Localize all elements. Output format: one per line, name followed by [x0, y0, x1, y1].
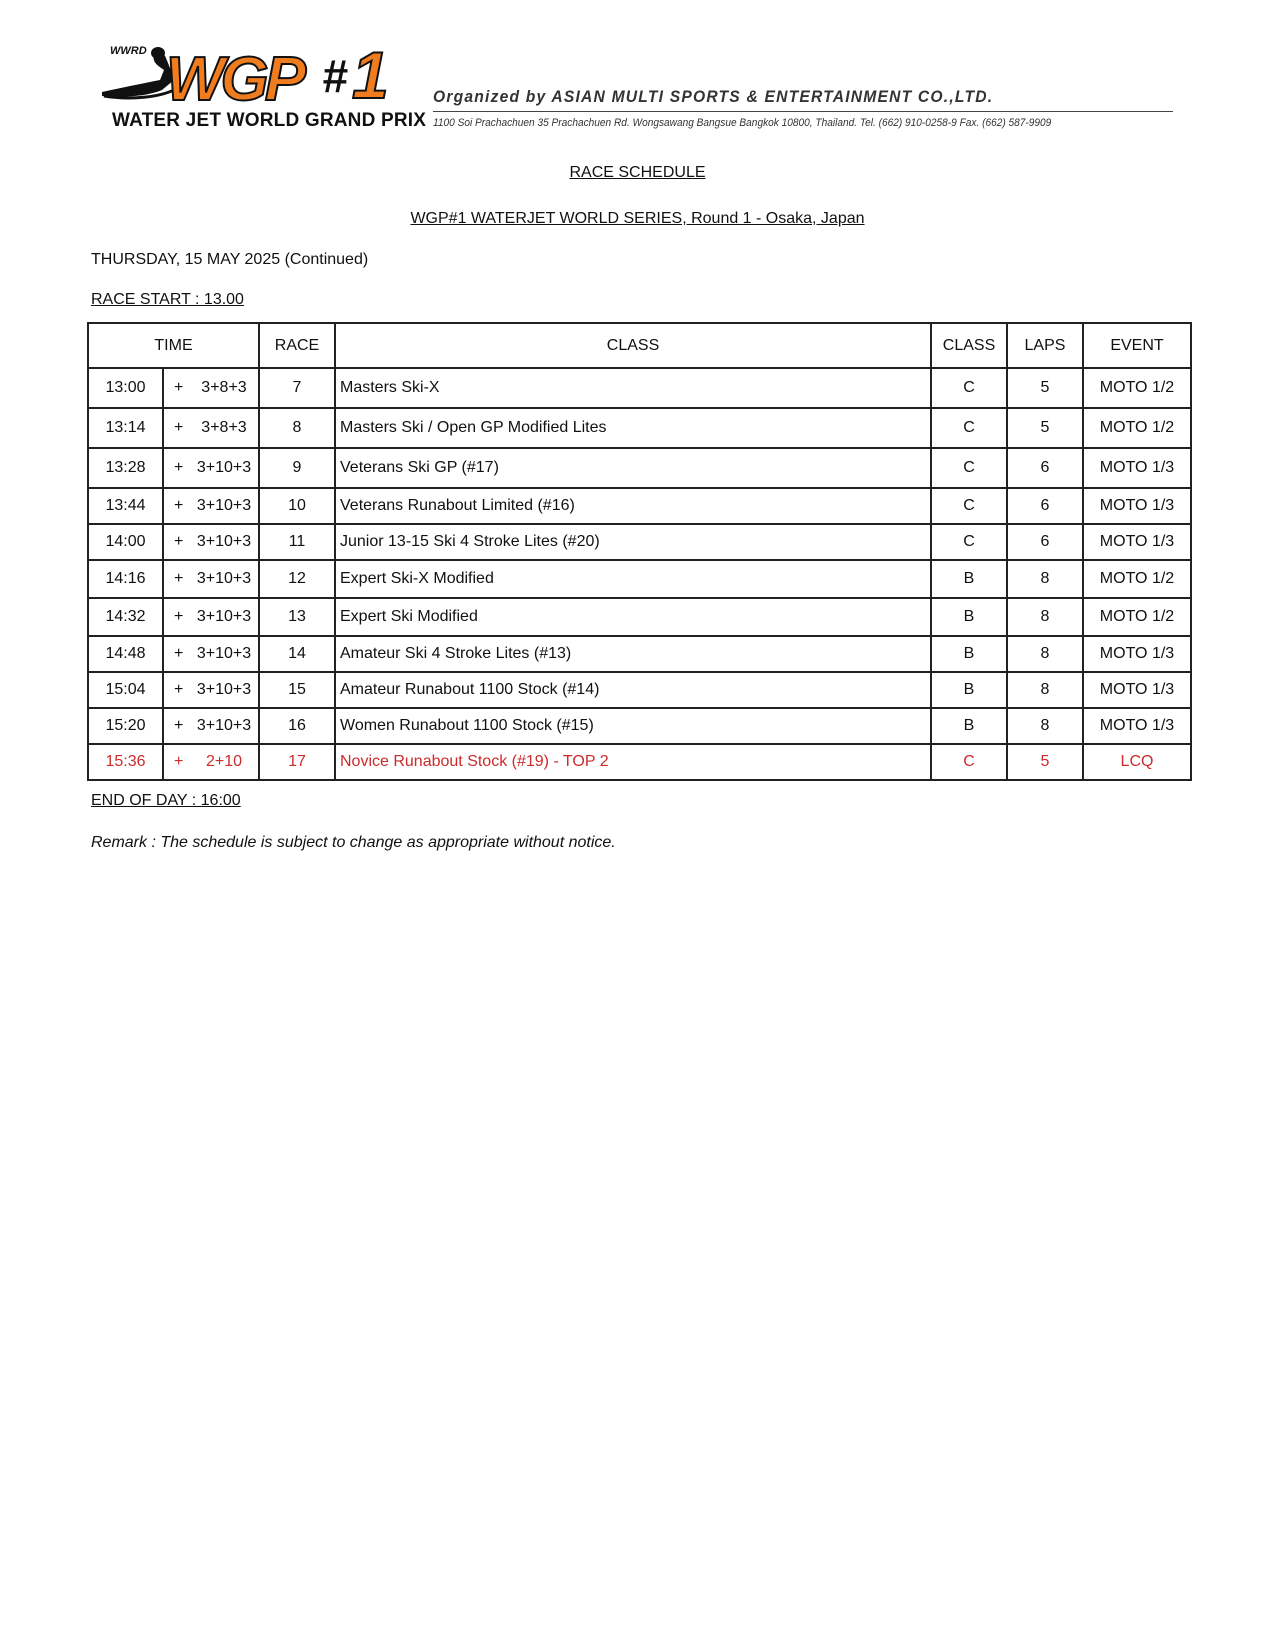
duration-value: 3+10+3	[196, 570, 252, 587]
plus-sign: +	[174, 497, 184, 514]
cell-race: 15	[259, 672, 335, 708]
cell-event: MOTO 1/3	[1083, 708, 1191, 744]
cell-time: 13:14	[88, 408, 163, 448]
cell-class-code: B	[931, 598, 1007, 636]
cell-duration	[163, 448, 259, 488]
cell-race: 14	[259, 636, 335, 672]
table-row	[88, 636, 1191, 672]
table-row	[88, 672, 1191, 708]
cell-class-code: B	[931, 672, 1007, 708]
duration-value: 3+10+3	[196, 681, 252, 698]
plus-sign: +	[174, 717, 184, 734]
organizer-block	[433, 87, 1173, 129]
document-header	[100, 40, 1180, 140]
table-row	[88, 524, 1191, 560]
duration-value: 3+8+3	[201, 419, 247, 436]
plus-sign: +	[174, 379, 184, 396]
cell-time: 14:48	[88, 636, 163, 672]
cell-laps: 6	[1007, 488, 1083, 524]
document-title-wrap	[0, 164, 1275, 182]
cell-class-code: C	[931, 368, 1007, 408]
cell-duration	[163, 744, 259, 780]
cell-duration	[163, 598, 259, 636]
cell-event: MOTO 1/2	[1083, 368, 1191, 408]
cell-race: 9	[259, 448, 335, 488]
cell-duration	[163, 560, 259, 598]
cell-race: 17	[259, 744, 335, 780]
plus-sign: +	[174, 419, 184, 436]
wgp-logo	[100, 40, 427, 132]
logo-small-text: WWRD	[110, 45, 147, 57]
cell-race: 13	[259, 598, 335, 636]
header-time: TIME	[88, 323, 259, 368]
cell-laps: 6	[1007, 448, 1083, 488]
cell-time: 13:44	[88, 488, 163, 524]
cell-laps: 8	[1007, 598, 1083, 636]
cell-duration	[163, 708, 259, 744]
document-title: RACE SCHEDULE	[569, 164, 706, 181]
cell-race: 11	[259, 524, 335, 560]
plus-sign: +	[174, 570, 184, 587]
plus-sign: +	[174, 608, 184, 625]
cell-class-code: C	[931, 488, 1007, 524]
cell-duration	[163, 368, 259, 408]
organizer-name: Organized by ASIAN MULTI SPORTS & ENTERTAINMENT CO.,LTD.	[433, 87, 994, 106]
cell-time: 14:32	[88, 598, 163, 636]
plus-sign: +	[174, 753, 184, 770]
cell-event: MOTO 1/2	[1083, 560, 1191, 598]
cell-event: MOTO 1/3	[1083, 448, 1191, 488]
cell-race: 12	[259, 560, 335, 598]
duration-value: 2+10	[205, 753, 243, 770]
cell-class-name: Masters Ski-X	[335, 368, 931, 408]
organizer-address: 1100 Soi Prachachuen 35 Prachachuen Rd. Wongsawang Bangsue Bangkok 10800, Thailand. Tel. (662) 910-0258-9 Fax. (662) 587-9909	[433, 117, 1052, 129]
cell-race: 16	[259, 708, 335, 744]
cell-race: 8	[259, 408, 335, 448]
table-row	[88, 708, 1191, 744]
cell-class-name: Expert Ski-X Modified	[335, 560, 931, 598]
cell-class-code: C	[931, 524, 1007, 560]
cell-event: MOTO 1/2	[1083, 408, 1191, 448]
duration-value: 3+8+3	[201, 379, 247, 396]
cell-time: 14:00	[88, 524, 163, 560]
table-row	[88, 598, 1191, 636]
duration-value: 3+10+3	[196, 533, 252, 550]
cell-laps: 8	[1007, 708, 1083, 744]
cell-duration	[163, 636, 259, 672]
cell-duration	[163, 672, 259, 708]
cell-laps: 5	[1007, 408, 1083, 448]
plus-sign: +	[174, 459, 184, 476]
table-row-highlighted	[88, 744, 1191, 780]
table-row	[88, 448, 1191, 488]
header-divider	[433, 111, 1173, 112]
cell-laps: 8	[1007, 636, 1083, 672]
duration-value: 3+10+3	[196, 608, 252, 625]
document-subtitle-wrap	[0, 210, 1275, 228]
cell-event: MOTO 1/3	[1083, 672, 1191, 708]
cell-laps: 5	[1007, 368, 1083, 408]
cell-duration	[163, 524, 259, 560]
cell-class-name: Veterans Ski GP (#17)	[335, 448, 931, 488]
duration-value: 3+10+3	[196, 645, 252, 662]
cell-class-name: Women Runabout 1100 Stock (#15)	[335, 708, 931, 744]
plus-sign: +	[174, 681, 184, 698]
cell-class-name: Novice Runabout Stock (#19) - TOP 2	[335, 744, 931, 780]
duration-value: 3+10+3	[196, 497, 252, 514]
cell-event: LCQ	[1083, 744, 1191, 780]
schedule-table	[87, 322, 1192, 781]
cell-class-code: B	[931, 708, 1007, 744]
cell-class-name: Masters Ski / Open GP Modified Lites	[335, 408, 931, 448]
duration-value: 3+10+3	[196, 717, 252, 734]
cell-laps: 8	[1007, 672, 1083, 708]
cell-class-name: Expert Ski Modified	[335, 598, 931, 636]
cell-class-code: C	[931, 408, 1007, 448]
duration-value: 3+10+3	[196, 459, 252, 476]
logo-main-text: WGP	[166, 45, 303, 112]
cell-time: 13:00	[88, 368, 163, 408]
header-class-code: CLASS	[931, 323, 1007, 368]
cell-class-name: Junior 13-15 Ski 4 Stroke Lites (#20)	[335, 524, 931, 560]
day-heading: THURSDAY, 15 MAY 2025 (Continued)	[91, 251, 369, 268]
logo-hash-text: #	[322, 50, 348, 102]
logo-caption: WATER JET WORLD GRAND PRIX	[112, 110, 427, 131]
cell-time: 13:28	[88, 448, 163, 488]
cell-laps: 6	[1007, 524, 1083, 560]
cell-event: MOTO 1/3	[1083, 636, 1191, 672]
cell-class-code: C	[931, 448, 1007, 488]
cell-duration	[163, 488, 259, 524]
header-laps: LAPS	[1007, 323, 1083, 368]
header-race: RACE	[259, 323, 335, 368]
cell-time: 14:16	[88, 560, 163, 598]
cell-time: 15:20	[88, 708, 163, 744]
cell-class-name: Amateur Ski 4 Stroke Lites (#13)	[335, 636, 931, 672]
cell-race: 7	[259, 368, 335, 408]
cell-class-code: B	[931, 560, 1007, 598]
race-start: RACE START : 13.00	[91, 291, 244, 308]
cell-duration	[163, 408, 259, 448]
table-row	[88, 368, 1191, 408]
table-header-row	[88, 323, 1191, 368]
cell-class-code: C	[931, 744, 1007, 780]
cell-laps: 8	[1007, 560, 1083, 598]
cell-class-code: B	[931, 636, 1007, 672]
jetski-rider-icon	[100, 40, 410, 112]
table-row	[88, 560, 1191, 598]
plus-sign: +	[174, 645, 184, 662]
cell-race: 10	[259, 488, 335, 524]
table-row	[88, 488, 1191, 524]
remark: Remark : The schedule is subject to change as appropriate without notice.	[91, 834, 616, 851]
end-of-day: END OF DAY : 16:00	[91, 792, 241, 809]
cell-event: MOTO 1/3	[1083, 524, 1191, 560]
cell-time: 15:04	[88, 672, 163, 708]
cell-class-name: Amateur Runabout 1100 Stock (#14)	[335, 672, 931, 708]
document-subtitle: WGP#1 WATERJET WORLD SERIES, Round 1 - Osaka, Japan	[410, 210, 865, 227]
svg-text:1: 1	[352, 40, 389, 112]
cell-event: MOTO 1/2	[1083, 598, 1191, 636]
plus-sign: +	[174, 533, 184, 550]
table-row	[88, 408, 1191, 448]
cell-class-name: Veterans Runabout Limited (#16)	[335, 488, 931, 524]
header-class-name: CLASS	[335, 323, 931, 368]
cell-time: 15:36	[88, 744, 163, 780]
cell-event: MOTO 1/3	[1083, 488, 1191, 524]
cell-laps: 5	[1007, 744, 1083, 780]
header-event: EVENT	[1083, 323, 1191, 368]
